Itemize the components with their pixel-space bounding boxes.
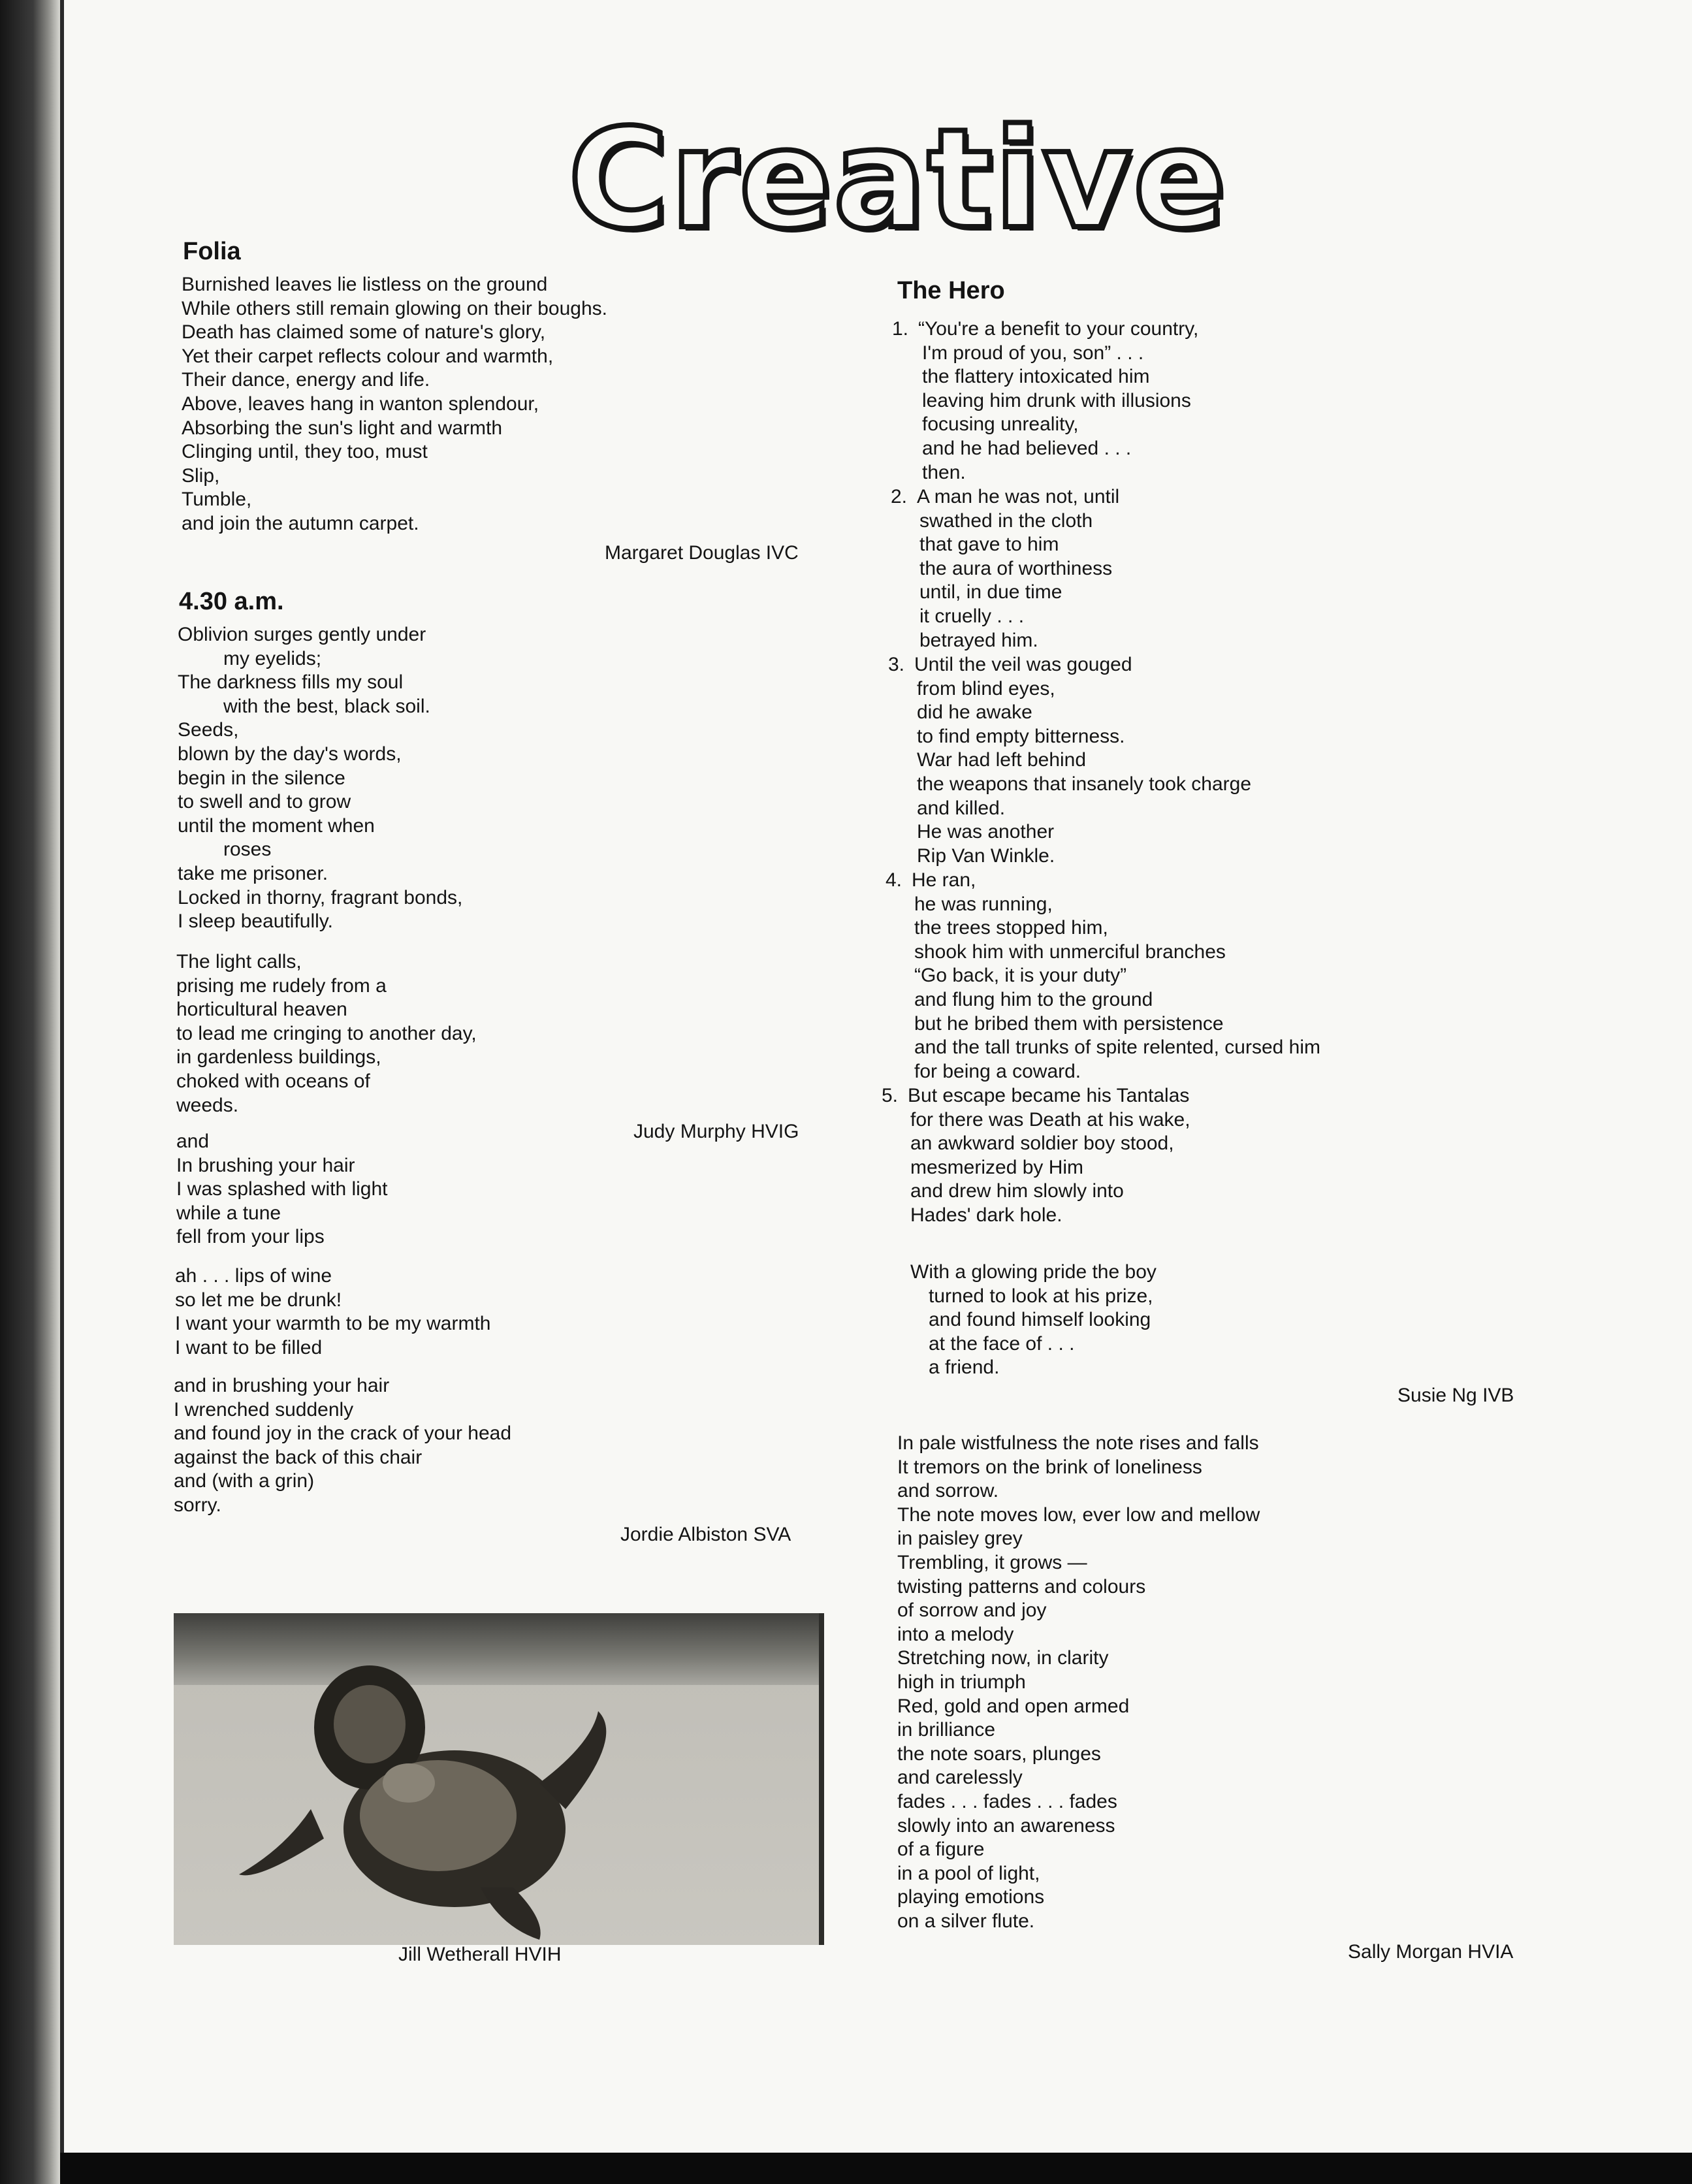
poem-line: “Go back, it is your duty” bbox=[914, 965, 1127, 987]
poem-title-the-hero: The Hero bbox=[897, 277, 1005, 304]
poem-4-30am-stanza-2 bbox=[176, 950, 477, 1117]
poem-line: in paisley grey bbox=[897, 1528, 1023, 1550]
poem-line: against the back of this chair bbox=[174, 1446, 423, 1468]
author-credit: Judy Murphy HVIG bbox=[633, 1121, 799, 1142]
poem-line: With a glowing pride the boy bbox=[910, 1261, 1157, 1283]
poem-line: at the face of . . . bbox=[929, 1332, 1075, 1355]
poem-silver-flute bbox=[897, 1432, 1260, 1933]
poem-line: in gardenless buildings, bbox=[176, 1046, 381, 1068]
poem-line: and found himself looking bbox=[929, 1309, 1151, 1331]
poem-the-hero-part-1 bbox=[892, 317, 1198, 485]
poem-line: and killed. bbox=[917, 797, 1006, 819]
poem-line: my eyelids; bbox=[223, 647, 322, 669]
poem-line: Trembling, it grows — bbox=[897, 1551, 1087, 1573]
poem-line: Yet their carpet reflects colour and warmth, bbox=[182, 345, 554, 367]
poem-brushing-stanza-3 bbox=[174, 1374, 511, 1518]
poem-line: I want your warmth to be my warmth bbox=[175, 1313, 491, 1335]
poem-line: fades . . . fades . . . fades bbox=[897, 1790, 1117, 1812]
poem-4-30am-stanza-1 bbox=[178, 623, 462, 934]
poem-line: did he awake bbox=[917, 701, 1032, 724]
poem-line: take me prisoner. bbox=[178, 862, 328, 884]
author-credit: Susie Ng IVB bbox=[1397, 1385, 1514, 1406]
poem-line: Until the veil was gouged bbox=[914, 654, 1132, 675]
poem-line: War had left behind bbox=[917, 749, 1087, 771]
poem-line: and sorrow. bbox=[897, 1480, 999, 1502]
poem-line: in brilliance bbox=[897, 1719, 996, 1741]
poem-title-4-30am: 4.30 a.m. bbox=[179, 588, 284, 615]
poem-line: But escape became his Tantalas bbox=[908, 1085, 1190, 1106]
poem-line: The note moves low, ever low and mellow bbox=[897, 1503, 1260, 1526]
poem-line: I was splashed with light bbox=[176, 1178, 388, 1200]
poem-line: and carelessly bbox=[897, 1767, 1023, 1789]
poem-line: so let me be drunk! bbox=[175, 1289, 342, 1311]
poem-line: and he had believed . . . bbox=[922, 437, 1132, 459]
poem-line: an awkward soldier boy stood, bbox=[910, 1132, 1174, 1155]
poem-line: of sorrow and joy bbox=[897, 1599, 1047, 1622]
poem-line: Rip Van Winkle. bbox=[917, 844, 1055, 867]
poem-line: I'm proud of you, son” . . . bbox=[922, 342, 1144, 364]
poem-line: a friend. bbox=[929, 1357, 1000, 1379]
poem-line: In pale wistfulness the note rises and falls bbox=[897, 1432, 1259, 1454]
poem-line: and the tall trunks of spite relented, cursed him bbox=[914, 1036, 1321, 1059]
poem-line: prising me rudely from a bbox=[176, 974, 387, 997]
poem-line: “You're a benefit to your country, bbox=[918, 318, 1199, 340]
poem-line: In brushing your hair bbox=[176, 1154, 355, 1176]
poem-the-hero-part-3 bbox=[888, 653, 1251, 868]
poem-line: Clinging until, they too, must bbox=[182, 441, 428, 463]
poem-line: sorry. bbox=[174, 1494, 221, 1516]
author-credit: Margaret Douglas IVC bbox=[605, 542, 799, 564]
poem-line: weeds. bbox=[176, 1094, 239, 1116]
poem-brushing-stanza-1 bbox=[176, 1130, 388, 1249]
poem-line: and join the autumn carpet. bbox=[182, 512, 419, 534]
poem-line: playing emotions bbox=[897, 1886, 1045, 1908]
poem-line: blown by the day's words, bbox=[178, 743, 402, 765]
poem-line: until, in due time bbox=[919, 581, 1062, 603]
poem-line: I wrenched suddenly bbox=[174, 1398, 354, 1421]
poem-line: horticultural heaven bbox=[176, 999, 347, 1021]
section-number: 2. bbox=[891, 486, 908, 507]
photo-caption: Jill Wetherall HVIH bbox=[398, 1944, 562, 1965]
author-credit: Sally Morgan HVIA bbox=[1348, 1941, 1514, 1963]
poem-line: Death has claimed some of nature's glory, bbox=[182, 321, 546, 344]
poem-line: He ran, bbox=[912, 869, 976, 891]
poem-line: that gave to him bbox=[919, 534, 1059, 556]
poem-line: Absorbing the sun's light and warmth bbox=[182, 417, 503, 439]
poem-title-folia: Folia bbox=[183, 238, 241, 265]
poem-line: and in brushing your hair bbox=[174, 1375, 390, 1396]
section-number: 5. bbox=[882, 1085, 899, 1106]
poem-line: while a tune bbox=[176, 1202, 281, 1224]
poem-line: to lead me cringing to another day, bbox=[176, 1022, 477, 1044]
poem-line: to swell and to grow bbox=[178, 791, 351, 813]
poem-line: from blind eyes, bbox=[917, 677, 1055, 699]
poem-line: A man he was not, until bbox=[917, 486, 1120, 507]
poem-line: Slip, bbox=[182, 464, 220, 487]
poem-line: of a figure bbox=[897, 1839, 985, 1861]
poem-brushing-stanza-2 bbox=[175, 1264, 491, 1360]
poem-line: slowly into an awareness bbox=[897, 1814, 1115, 1837]
poem-line: shook him with unmerciful branches bbox=[914, 940, 1226, 963]
poem-line: it cruelly . . . bbox=[919, 605, 1025, 627]
poem-folia bbox=[182, 273, 607, 536]
poem-line: and (with a grin) bbox=[174, 1470, 315, 1492]
poem-line: He was another bbox=[917, 821, 1055, 843]
poem-line: Hades' dark hole. bbox=[910, 1204, 1062, 1226]
poem-line: Oblivion surges gently under bbox=[178, 624, 426, 645]
poem-line: Tumble, bbox=[182, 489, 252, 511]
poem-line: roses bbox=[223, 839, 272, 861]
poem-line: ah . . . lips of wine bbox=[175, 1265, 332, 1287]
sculpture-photo bbox=[174, 1613, 824, 1945]
poem-line: swathed in the cloth bbox=[919, 509, 1093, 532]
poem-line: the note soars, plunges bbox=[897, 1742, 1101, 1765]
section-number: 4. bbox=[886, 869, 902, 891]
poem-line: to find empty bitterness. bbox=[917, 725, 1125, 747]
poem-line: the flattery intoxicated him bbox=[922, 366, 1150, 388]
poem-line: twisting patterns and colours bbox=[897, 1575, 1146, 1598]
poem-line: and drew him slowly into bbox=[910, 1180, 1124, 1202]
poem-line: then. bbox=[922, 461, 966, 483]
poem-the-hero-part-4 bbox=[886, 869, 1320, 1084]
poem-line: and found joy in the crack of your head bbox=[174, 1422, 512, 1445]
poem-the-hero-coda bbox=[910, 1261, 1157, 1380]
author-credit: Jordie Albiston SVA bbox=[620, 1524, 791, 1545]
poem-line: turned to look at his prize, bbox=[929, 1285, 1153, 1307]
poem-line: the weapons that insanely took charge bbox=[917, 773, 1252, 795]
poem-line: with the best, black soil. bbox=[223, 695, 430, 717]
poem-line: I want to be filled bbox=[175, 1336, 323, 1358]
poem-line: fell from your lips bbox=[176, 1226, 325, 1248]
poem-line: high in triumph bbox=[897, 1671, 1026, 1693]
poem-line: Stretching now, in clarity bbox=[897, 1647, 1109, 1669]
poem-line: the trees stopped him, bbox=[914, 917, 1108, 939]
photo-edge bbox=[819, 1613, 824, 1945]
poem-line: The darkness fills my soul bbox=[178, 671, 404, 694]
poem-line: begin in the silence bbox=[178, 767, 345, 789]
poem-line: The light calls, bbox=[176, 951, 302, 972]
section-number: 1. bbox=[892, 318, 909, 340]
sculpture-figure bbox=[174, 1613, 824, 1945]
poem-line: in a pool of light, bbox=[897, 1862, 1040, 1884]
poem-line: Burnished leaves lie listless on the ground bbox=[182, 274, 548, 295]
poem-line: into a melody bbox=[897, 1623, 1014, 1645]
poem-line: on a silver flute. bbox=[897, 1910, 1035, 1932]
poem-line: Red, gold and open armed bbox=[897, 1695, 1130, 1717]
page-title: Creative bbox=[568, 99, 1228, 259]
poem-line: the aura of worthiness bbox=[919, 557, 1113, 579]
poem-line: for there was Death at his wake, bbox=[910, 1108, 1190, 1131]
book-spine-shadow bbox=[0, 0, 60, 2184]
section-number: 3. bbox=[888, 654, 905, 675]
poem-line: It tremors on the brink of loneliness bbox=[897, 1456, 1202, 1478]
poem-line: Their dance, energy and life. bbox=[182, 369, 430, 391]
poem-line: choked with oceans of bbox=[176, 1070, 370, 1092]
poem-line: betrayed him. bbox=[919, 629, 1038, 651]
poem-line: but he bribed them with persistence bbox=[914, 1012, 1224, 1035]
poem-line: and flung him to the ground bbox=[914, 988, 1153, 1010]
poem-line: mesmerized by Him bbox=[910, 1156, 1084, 1178]
poem-line: until the moment when bbox=[178, 814, 375, 837]
poem-line: I sleep beautifully. bbox=[178, 910, 333, 933]
poem-the-hero-part-5 bbox=[882, 1084, 1190, 1228]
poem-line: Seeds, bbox=[178, 719, 239, 741]
poem-line: for being a coward. bbox=[914, 1060, 1081, 1082]
poem-line: focusing unreality, bbox=[922, 413, 1079, 436]
poem-line: While others still remain glowing on their boughs. bbox=[182, 297, 607, 319]
poem-line: Locked in thorny, fragrant bonds, bbox=[178, 886, 463, 908]
poem-the-hero-part-2 bbox=[891, 485, 1119, 652]
poem-line: and bbox=[176, 1131, 210, 1152]
poem-line: leaving him drunk with illusions bbox=[922, 389, 1191, 411]
poem-line: Above, leaves hang in wanton splendour, bbox=[182, 393, 539, 415]
poem-line: he was running, bbox=[914, 893, 1053, 915]
